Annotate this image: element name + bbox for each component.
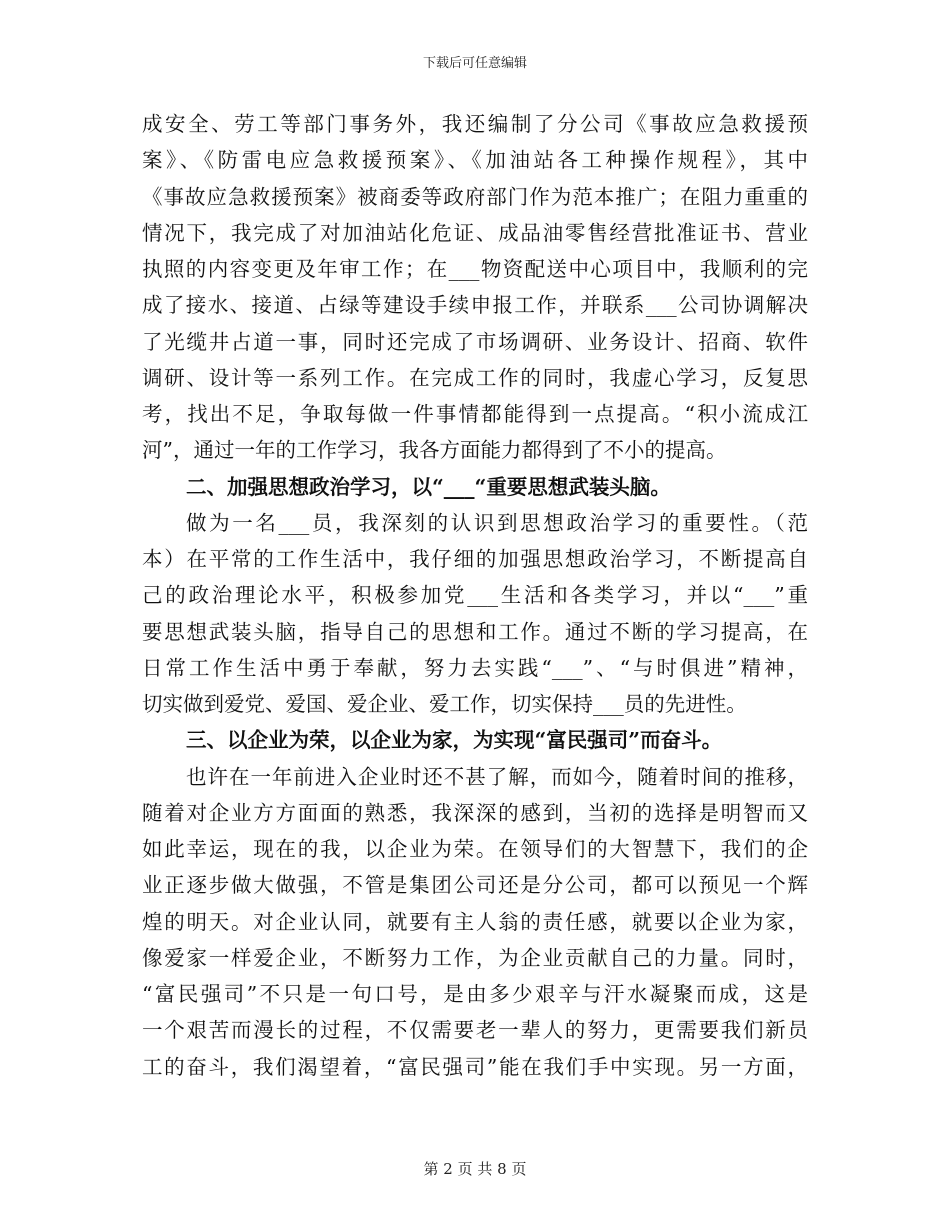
body-line: 案》、《防雷电应急救援预案》、《加油站各工种操作规程》，其中 <box>142 148 808 173</box>
body-line: 了光缆井占道一事，同时还完成了市场调研、业务设计、招商、软件 <box>142 329 808 354</box>
body-line: 考，找出不足，争取每做一件事情都能得到一点提高。“积小流成江 <box>142 402 808 426</box>
body-line: 己的政治理论水平，积极参加党___生活和各类学习，并以“___”重 <box>142 583 808 608</box>
body-line: 要思想武装头脑，指导自己的思想和工作。通过不断的学习提高，在 <box>142 619 808 644</box>
body-line: 煌的明天。对企业认同，就要有主人翁的责任感，就要以企业为家， <box>142 909 808 934</box>
document-body <box>142 106 808 1085</box>
section-heading-3: 三、以企业为荣，以企业为家，为实现“富民强司”而奋斗。 <box>186 728 723 753</box>
page-number: 第 2 页 共 8 页 <box>423 1160 527 1178</box>
body-line: 河”，通过一年的工作学习，我各方面能力都得到了不小的提高。 <box>142 438 727 463</box>
page-header-note: 下载后可任意编辑 <box>422 56 527 71</box>
body-line: “富民强司”不只是一句口号，是由多少艰辛与汗水凝聚而成，这是 <box>142 982 808 1006</box>
body-line: 业正逐步做大做强，不管是集团公司还是分公司，都可以预见一个辉 <box>142 873 808 898</box>
body-line: 情况下，我完成了对加油站化危证、成品油零售经营批准证书、营业 <box>142 220 808 245</box>
body-line: 执照的内容变更及年审工作；在___物资配送中心项目中，我顺利的完 <box>142 257 808 281</box>
body-line: 也许在一年前进入企业时还不甚了解，而如今，随着时间的推移， <box>186 764 808 789</box>
body-line: 随着对企业方方面面的熟悉，我深深的感到，当初的选择是明智而又 <box>142 800 808 825</box>
body-line: 《事故应急救援预案》被商委等政府部门作为范本推广；在阻力重重的 <box>142 184 808 209</box>
body-line: 本）在平常的工作生活中，我仔细的加强思想政治学习，不断提高自 <box>142 547 808 571</box>
body-line: 工的奋斗，我们渴望着，“富民强司”能在我们手中实现。另一方面， <box>142 1054 808 1079</box>
body-line: 成了接水、接道、占绿等建设手续申报工作，并联系___公司协调解决 <box>142 293 808 318</box>
body-line: 切实做到爱党、爱国、爱企业、爱工作，切实保持___员的先进性。 <box>142 692 747 716</box>
section-heading-2: 二、加强思想政治学习，以“___“重要思想武装头脑。 <box>186 474 671 499</box>
body-line: 像爱家一样爱企业，不断努力工作，为企业贡献自己的力量。同时， <box>142 945 808 970</box>
body-line: 成安全、劳工等部门事务外，我还编制了分公司《事故应急救援预 <box>142 112 808 136</box>
body-line: 调研、设计等一系列工作。在完成工作的同时，我虚心学习，反复思 <box>142 365 808 390</box>
body-line: 做为一名___员，我深刻的认识到思想政治学习的重要性。（范 <box>186 510 808 535</box>
body-line: 一个艰苦而漫长的过程，不仅需要老一辈人的努力，更需要我们新员 <box>142 1018 808 1043</box>
body-line: 日常工作生活中勇于奉献，努力去实践“___”、“与时俱进”精神， <box>142 655 808 680</box>
body-line: 如此幸运，现在的我，以企业为荣。在领导们的大智慧下，我们的企 <box>142 837 808 861</box>
